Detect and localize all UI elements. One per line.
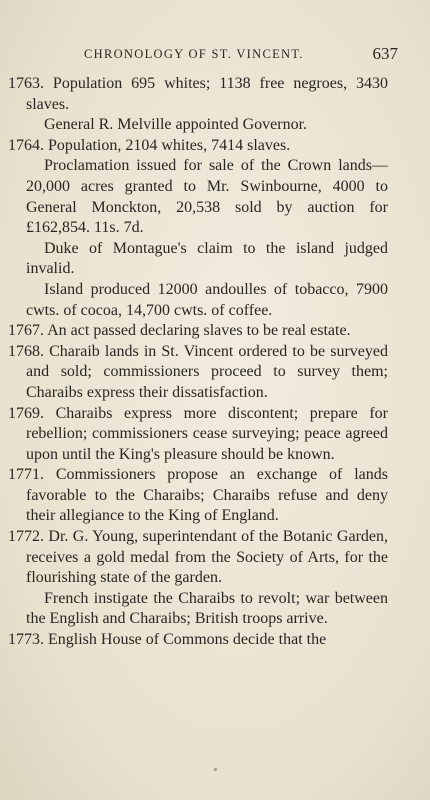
page-header (84, 44, 398, 66)
running-title: CHRONOLOGY OF ST. VINCENT. (84, 47, 304, 61)
footer-dot (214, 768, 217, 771)
entry-1771: 1771. Commissioners propose an exchange of lands favorable to the Charaibs; Charaibs refuse and deny their allegiance to the King of England. (8, 466, 388, 525)
entry-1772-revolt: French instigate the Charaibs to revolt; war between the English and Charaibs; British troops arrive. (26, 589, 388, 628)
entry-1763-governor: General R. Melville appointed Governor. (44, 116, 308, 134)
entry-1764-montague: Duke of Montague's claim to the island judged invalid. (26, 239, 388, 278)
entry-1763: 1763. Population 695 whites; 1138 free negroes, 3430 slaves. (8, 75, 388, 113)
entry-1764-produce: Island produced 12000 andoulles of tobacco, 7900 cwts. of cocoa, 14,700 cwts. of coffee. (26, 280, 388, 319)
entry-1764-proclamation: Proclamation issued for sale of the Crown lands—20,000 acres granted to Mr. Swinbourne, 4000 to General Monckton, 20,538 sold by auction for £162,854. 11s. 7d. (26, 157, 388, 237)
entry-1767: 1767. An act passed declaring slaves to be real estate. (8, 322, 351, 340)
entry-1773: 1773. English House of Commons decide that the (8, 631, 327, 649)
page-number: 637 (372, 44, 398, 63)
entry-1764: 1764. Population, 2104 whites, 7414 slaves. (8, 136, 291, 154)
entry-1772: 1772. Dr. G. Young, superintendant of the Botanic Garden, receives a gold medal from the Society of Arts, for the flourishing state of the garden. (8, 528, 388, 587)
entry-1768: 1768. Charaib lands in St. Vincent ordered to be surveyed and sold; commissioners proceed to survey them; Charaibs express their dissatisfaction. (8, 342, 388, 401)
entry-1769: 1769. Charaibs express more discontent; prepare for rebellion; commissioners cease surveying; peace agreed upon until the King's pleasure should be known. (8, 404, 388, 463)
chronology-text (8, 74, 388, 651)
